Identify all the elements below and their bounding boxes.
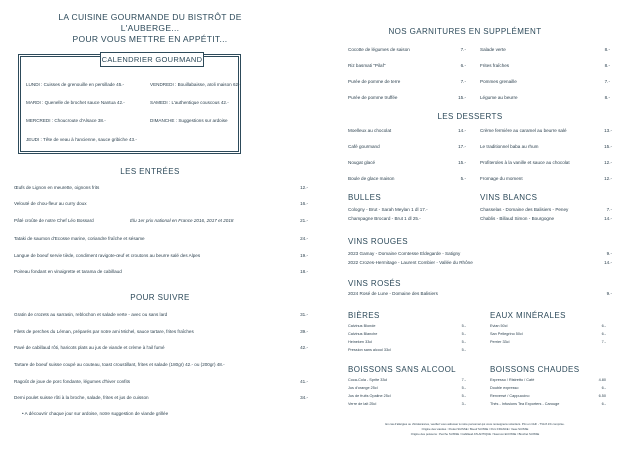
dessert-item: Nougat glacé [348,160,376,165]
vins-rouges-price: 14.- [604,260,612,265]
suivre-title: POUR SUIVRE [130,293,190,302]
biere-price: 5.- [461,324,466,328]
garniture-item: Salade verte [480,47,506,52]
header [30,12,270,45]
suivre-item: Gratin de crozets au sarrasin, reblochon et salade verte - avec ou sans lard [14,312,168,317]
eaux-title: EAUX MINÉRALES [490,311,566,320]
chaude-item: Renversé / Cappuccino [490,394,530,398]
chaude-item: Thés - Infusions Tea Exporters - Carouge [490,402,560,406]
garniture-price: 15.- [458,95,466,100]
vins-roses-title: VINS ROSÉS [348,279,401,288]
dessert-price: 12.- [604,160,612,165]
suivre-item: Tartare de boeuf suisse coupé au couteau, toast croustillant, frites et salade (180gr) 42.- ou (200gr) 48.- [14,362,225,367]
sans-alcool-item: Verre de lait 25cl [348,402,377,406]
garniture-price: 7.- [460,79,466,84]
suivre-price: 31.- [300,312,308,317]
eau-price: 7.- [601,340,606,344]
garniture-item: Pommes grenaille [480,79,517,84]
garniture-price: 7.- [460,47,466,52]
dessert-price: 17.- [458,144,466,149]
suivre-item: Demi poulet suisse rôti à la broche, salade, frites et jus de cuisson [14,395,149,400]
vins-rouges-item: 2022 Crozes-Hermitage - Laurent Combier - Vallée du Rhône [348,260,473,265]
garniture-item: Légume au beurre [480,95,518,100]
garniture-item: Frites fraîches [480,63,510,68]
footer-line-1: En cas d'allergies ou d'intolérances, veuillez vous adresser à notre personnel qui vous renseignera volontiers. Prix en CHF - TVA 8.1% comprise. [385,422,565,426]
garniture-item: Cocotte de légumes de saison [348,47,410,52]
dessert-item: Fromage du moment [480,176,523,181]
desserts-title: LES DESSERTS [437,112,503,121]
biere-item: Calvinus Blanche [348,332,378,336]
dessert-price: 14.- [458,128,466,133]
entree-award-note: Élu 1er prix national en France 2016, 2017 et 2018 [130,218,234,223]
entree-item: Œufs de Lignon en meurette, oignons frits [14,185,100,190]
vins-roses-item: 2024 Rosé de Lune - Domaine des Balisiers [348,291,438,296]
chaude-price: 6.- [601,402,606,406]
garniture-price: 8.- [604,47,610,52]
calendar-day-monday: LUNDI : Cuisses de grenouille en persillade 45.- [26,82,125,87]
entrees-title: LES ENTRÉES [120,167,180,176]
header-line-2: POUR VOUS METTRE EN APPÉTIT... [72,34,228,44]
chaudes-title: BOISSONS CHAUDES [490,365,580,374]
biere-price: 5.- [461,332,466,336]
dessert-item: Le traditionnel baba au rhum [480,144,539,149]
vins-blancs-item: Chablis - Billaud Simon - Bourgogne [480,216,555,221]
chaude-price: 6.50 [598,394,606,398]
suivre-price: 39.- [300,329,308,334]
vins-rouges-item: 2023 Gamay - Domaine Comtesse Eldegarde - Satigny [348,251,461,256]
vins-roses-price: 9.- [606,291,612,296]
footer-line-2: Origine des viandes : Poulet SUISSE / Boeuf SUISSE / Porc FRANCE / Veau SUISSE [421,427,529,431]
biere-item: Pression sans alcool 33cl [348,348,391,352]
garniture-price: 7.- [604,79,610,84]
entree-price: 21.- [300,218,308,223]
sans-alcool-price: 7.- [461,378,466,382]
suivre-item: Ragoût de joue de porc fondante, légumes d'hiver confits [14,379,131,384]
eau-item: Evian 50cl [490,324,508,328]
sans-alcool-item: Jus de fruits Opaline 25cl [348,394,391,398]
garniture-price: 8.- [604,95,610,100]
vins-blancs-item: Chasselas - Domaine des Balisiers - Peney [480,207,569,212]
dessert-item: Moelleux au chocolat [348,128,392,133]
biere-price: 5.- [461,340,466,344]
dessert-price: 13.- [604,128,612,133]
sans-alcool-item: Jus d'orange 25cl [348,386,378,390]
garniture-item: Purée de pomme truffée [348,95,398,100]
sans-alcool-title: BOISSONS SANS ALCOOL [348,365,457,374]
vins-rouges-title: VINS ROUGES [348,237,408,246]
calendar-day-wednesday: MERCREDI : Choucroute d'Alsace 38.- [26,118,106,123]
dessert-price: 12.- [604,176,612,181]
entree-item: Pâté croûte de notre Chef Léo Bossard [14,218,94,223]
eau-price: 6.- [601,324,606,328]
eau-price: 6.- [601,332,606,336]
footer-line-3: Origine des poissons : Perche SUISSE / Cabillaud ATLANTIQUE / Saumon ECOSSE / Brochet SUISSE [410,432,540,436]
suivre-price: 41.- [300,379,308,384]
entree-price: 24.- [300,236,308,241]
suivre-price: 34.- [300,395,308,400]
dessert-price: 15.- [604,144,612,149]
garniture-item: Purée de pomme de terre [348,79,401,84]
chaude-item: Double expresso [490,386,519,390]
entree-price: 18.- [300,269,308,274]
entree-item: Velouté de chou-fleur au curry doux [14,201,87,206]
calendar-day-tuesday: MARDI : Quenelle de brochet sauce Nantua 42.- [26,100,125,105]
calendar-day-saturday: SAMEDI : L'authentique couscous 42.- [150,100,229,105]
calendar-day-friday: VENDREDI : Bouillabaisse, aïoli maison 62.- [150,82,241,87]
sans-alcool-price: 5.- [461,386,466,390]
vins-blancs-price: 7.- [606,207,612,212]
entree-price: 12.- [300,185,308,190]
calendar-day-thursday: JEUDI : Tête de veau à l'ancienne, sauce gribiche 43.- [26,137,137,142]
eau-item: San Pellegrino 50cl [490,332,523,336]
calendar-day-sunday: DIMANCHE : Suggestions sur ardoise [150,118,228,123]
sans-alcool-item: Coca-Cola - Sprite 33cl [348,378,388,382]
dessert-item: Crème fermière au caramel au beurre salé [480,128,567,133]
suivre-item: Filets de perches du Léman, préparés par notre ami Michel, sauce tartare, frites fraîches [14,329,194,334]
chaude-price: 6.- [601,386,606,390]
chaude-price: 4.80 [598,378,606,382]
entree-item: Langue de boeuf servie tiède, condiment ravigote-œuf et croutons au beurre salé des Alpes [14,253,201,258]
sans-alcool-price: 3.- [461,402,466,406]
bulles-item: Cologny - Brut - Sarah Meylan 1 dl 17.- [348,207,428,212]
bulles-item: Champagne Brocard - Brut 1 dl 25.- [348,216,421,221]
biere-price: 5.- [461,348,466,352]
sans-alcool-price: 5.- [461,394,466,398]
dessert-price: 5.- [460,176,466,181]
biere-item: Heineken 33cl [348,340,373,344]
garnitures-title: NOS GARNITURES EN SUPPLÉMENT [388,27,542,36]
eau-item: Perrier 33cl [490,340,510,344]
dessert-item: Café gourmand [348,144,380,149]
suivre-item: Pavé de cabillaud rôti, haricots plats au jus de viande et crème à l'ail fumé [14,345,165,350]
chaude-item: Expresso / Ristretto / Café [490,378,535,382]
entree-item: Poireau fondant en vinaigrette et tarama de cabillaud [14,269,122,274]
vins-blancs-title: VINS BLANCS [480,193,538,202]
calendar-title: CALENDRIER GOURMAND [100,52,204,67]
bulles-title: BULLES [348,193,382,202]
header-line-1: LA CUISINE GOURMANDE DU BISTRÔT DE L'AUBERGE... [58,12,242,33]
dessert-item: Profiteroles à la vanille et sauce au chocolat [480,160,570,165]
entree-price: 19.- [300,253,308,258]
dessert-price: 15.- [458,160,466,165]
biere-item: Calvinus Blonde [348,324,376,328]
bieres-title: BIÈRES [348,311,380,320]
garniture-item: Riz basmati "Pilaf" [348,63,386,68]
vins-rouges-price: 9.- [606,251,612,256]
suivre-price: 42.- [300,345,308,350]
vins-blancs-price: 14.- [604,216,612,221]
entree-price: 16.- [300,201,308,206]
suivre-note: • A découvrir chaque jour sur ardoise, notre suggestion de viande grillée [22,411,169,416]
entree-item: Tataki de saumon d'Ecosse marine, coriandre fraîche et sésame [14,236,145,241]
dessert-item: Boule de glace maison [348,176,395,181]
garniture-price: 6.- [460,63,466,68]
garniture-price: 8.- [604,63,610,68]
